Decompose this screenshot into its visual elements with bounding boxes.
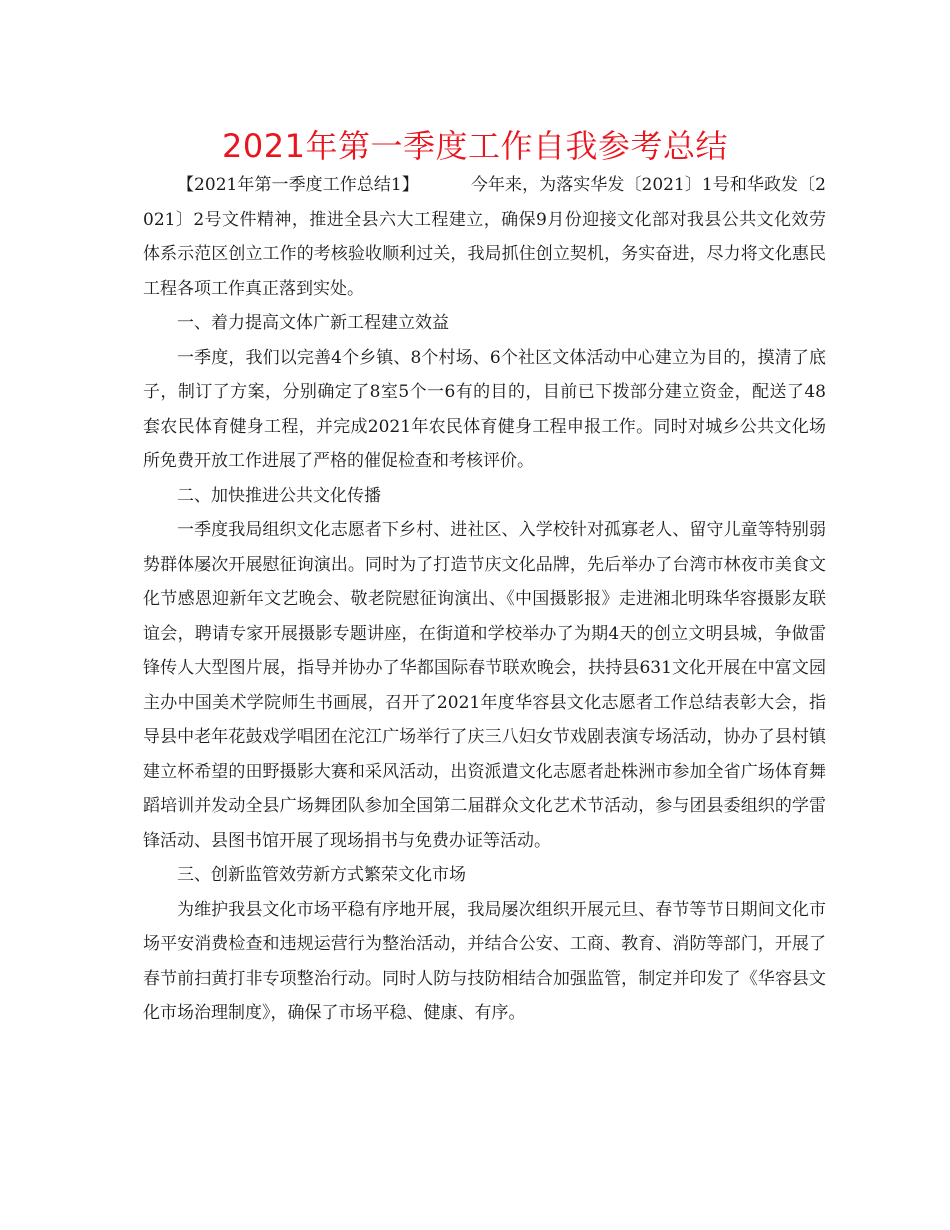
section-paragraph-2: 一季度我局组织文化志愿者下乡村、进社区、入学校针对孤寡老人、留守儿童等特别弱势群体屡次开展慰征询演出。同时为了打造节庆文化品牌，先后举办了台湾市林夜市美食文化节感恩迎新年文艺晚会、敬老院慰征询演出、《中国摄影报》走进湘北明珠华容摄影友联谊会，聘请专家开展摄影专题讲座，在街道和学校举办了为期4天的创立文明县城，争做雷锋传人大型图片展，指导并协办了华都国际春节联欢晚会，扶持县631文化开展在中富文园主办中国美术学院师生书画展，召开了2021年度华容县文化志愿者工作总结表彰大会，指导县中老年花鼓戏学唱团在沱江广场举行了庆三八妇女节戏剧表演专场活动，协办了县村镇建立杯希望的田野摄影大赛和采风活动，出资派遣文化志愿者赴株洲市参加全省广场体育舞蹈培训并发动全县广场舞团队参加全国第二届群众文化艺术节活动，参与团县委组织的学雷锋活动、县图书馆开展了现场捐书与免费办证等活动。 bbox=[143, 520, 826, 851]
document-body bbox=[143, 168, 826, 1031]
section-heading-3: 三、创新监管效劳新方式繁荣文化市场 bbox=[177, 865, 466, 885]
intro-label: 【2021年第一季度工作总结1】 bbox=[177, 175, 419, 195]
section-heading-2: 二、加快推进公共文化传播 bbox=[177, 485, 381, 506]
intro-paragraph bbox=[143, 168, 826, 306]
intro-text: 今年来，为落实华发〔2021〕1号和华政发〔2021〕2号文件精神，推进全县六大工程建立，确保9月份迎接文化部对我县公共文化效劳体系示范区创立工作的考核验收顺利过关，我局抓住创立契机，务实奋进，尽力将文化惠民工程各项工作真正落到实处。 bbox=[143, 175, 826, 299]
document-title: 2021年第一季度工作自我参考总结 bbox=[222, 127, 728, 165]
section-heading-1: 一、着力提高文体广新工程建立效益 bbox=[177, 313, 449, 333]
section-paragraph-3: 为维护我县文化市场平稳有序地开展，我局屡次组织开展元旦、春节等节日期间文化市场平安消费检查和违规运营行为整治活动，并结合公安、工商、教育、消防等部门，开展了春节前扫黄打非专项整治行动。同时人防与技防相结合加强监管，制定并印发了《华容县文化市场治理制度》，确保了市场平稳、健康、有序。 bbox=[143, 899, 826, 1023]
section-paragraph-1: 一季度，我们以完善4个乡镇、8个村场、6个社区文体活动中心建立为目的，摸清了底子，制订了方案，分别确定了8室5个一6有的目的，目前已下拨部分建立资金，配送了48套农民体育健身工程，并完成2021年农民体育健身工程申报工作。同时对城乡公共文化场所免费开放工作进展了严格的催促检查和考核评价。 bbox=[143, 347, 826, 471]
